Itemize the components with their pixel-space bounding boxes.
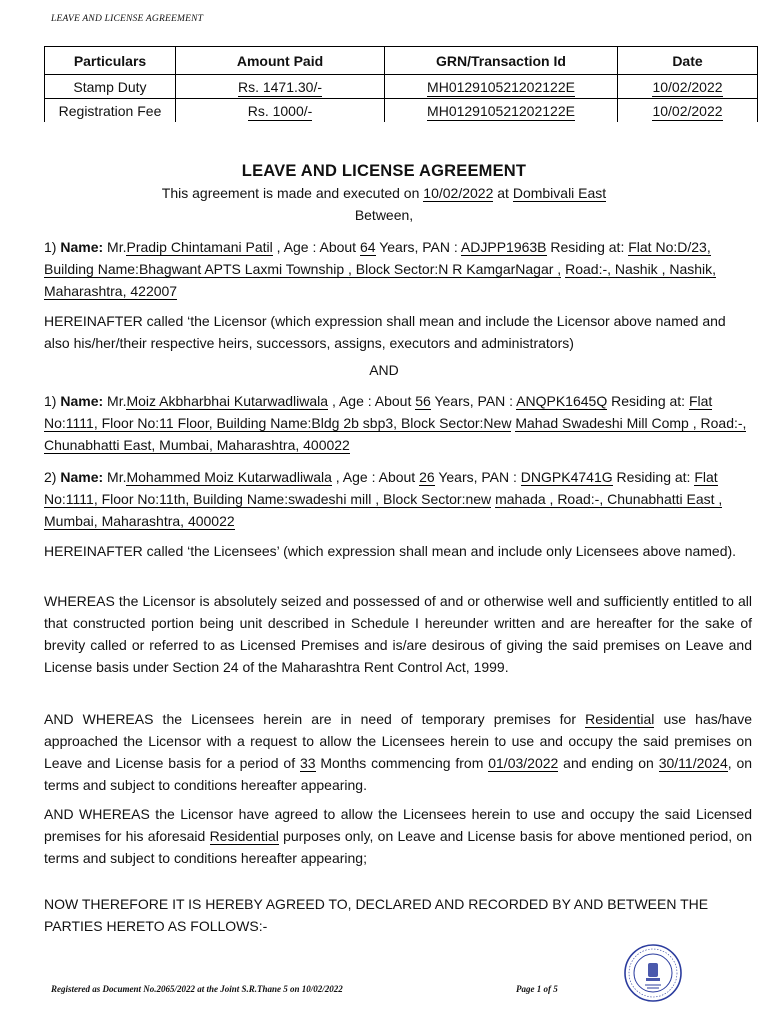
fees-table-header [45, 47, 758, 75]
registration-seal-icon [623, 943, 683, 1003]
license-end-date: 30/11/2024 [658, 755, 728, 771]
fees-table [44, 46, 758, 122]
and-separator: AND [369, 362, 399, 378]
page-number: Page 1 of 5 [516, 984, 558, 994]
licensee-name: Mohammed Moiz Kutarwadliwala [126, 469, 332, 485]
whereas-clause-3: AND WHEREAS the Licensor have agreed to allow the Licensees herein to use and occupy the said Licensed premises for his aforesaid Residential purposes only, on Leave and License basis for above mentioned period, on terms and subject to conditions hereafter appearing; [44, 806, 752, 866]
licensor-address: Flat No:D/23, Building Name:Bhagwant APTS Laxmi Township , Block Sector:N R KamgarNagar , [44, 239, 711, 277]
agreement-intro: This agreement is made and executed on 10/02/2022 at Dombivali East [161, 185, 607, 201]
table-cell: 10/02/2022 [618, 99, 758, 123]
registration-footer: Registered as Document No.2065/2022 at the Joint S.R.Thane 5 on 10/02/2022 [51, 984, 343, 994]
premises-use: Residential [585, 711, 655, 727]
premises-use: Residential [209, 828, 279, 844]
document-title: LEAVE AND LICENSE AGREEMENT [241, 162, 527, 180]
licensee-address: Flat No:1111, Floor No:11th [44, 469, 718, 507]
between-label: Between, [354, 207, 414, 223]
column-header: GRN/Transaction Id [385, 47, 618, 75]
agreement-place: Dombivali East [512, 185, 607, 201]
table-cell: Rs. 1000/- [176, 99, 385, 123]
table-row [45, 99, 758, 123]
licensor-clause: HEREINAFTER called ‘the Licensor (which expression shall mean and include the Licensor above named and also his/her/their respective heirs, successors, assigns, executors and administrators) [44, 313, 726, 351]
license-period-months: 33 [299, 755, 316, 771]
table-cell: Registration Fee [45, 99, 176, 123]
licensor-name: Pradip Chintamani Patil [126, 239, 273, 255]
column-header: Date [618, 47, 758, 75]
license-start-date: 01/03/2022 [488, 755, 559, 771]
table-cell: MH012910521202122E [385, 99, 618, 123]
licensee-pan: ANQPK1645Q [516, 393, 608, 409]
table-row [45, 75, 758, 99]
licensee-name: Moiz Akbharbhai Kutarwadliwala [126, 393, 329, 409]
column-header: Amount Paid [176, 47, 385, 75]
licensees-clause: HEREINAFTER called ‘the Licensees’ (which expression shall mean and include only Licensees above named). [44, 543, 737, 559]
licensee-address: Flat No:1111, Floor No:11 Floor [44, 393, 713, 431]
licensor-party: 1) Name: Mr.Pradip Chintamani Patil , Age : About 64 Years, PAN : ADJPP1963B Residing at: Flat No:D/23, Building Name:Bhagwant APTS Laxmi Township , Block Sector:N R KamgarNagar , Road:-, Nashik , Nashik, Maharashtra, 422007 [44, 239, 717, 299]
whereas-clause-1: WHEREAS the Licensor is absolutely seized and possessed of and or otherwise well and sufficiently entitled to all that constructed portion being unit described in Schedule I hereunder written and are hereafter for the sake of brevity called or referred to as Licensed Premises and is/are desirous of giving the said premises on Leave and License basis under Section 24 of the Maharashtra Rent Control Act, 1999. [44, 593, 752, 675]
table-cell: MH012910521202122E [385, 75, 618, 99]
running-header: LEAVE AND LICENSE AGREEMENT [51, 14, 204, 24]
licensee-party: 1) Name: Mr.Moiz Akbharbhai Kutarwadliwala , Age : About 56 Years, PAN : ANQPK1645Q Residing at: Flat No:1111, Floor No:11 Floor, Building Name:Bldg 2b sbp3, Block Sector:New Mahad Swadeshi Mill Comp , Road:-, Chunabhatti East, Mumbai, Maharashtra, 400022 [44, 393, 747, 453]
licensee-pan: DNGPK4741G [520, 469, 613, 485]
whereas-clause-2: AND WHEREAS the Licensees herein are in need of temporary premises for Residential use has/have approached the Licensor with a request to allow the Licensees herein to use and occupy the said premises on Leave and License basis for a period of 33 Months commencing from 01/03/2022 and ending on 30/11/2024, on terms and subject to conditions hereafter appearing. [44, 711, 753, 793]
licensee-party: 2) Name: Mr.Mohammed Moiz Kutarwadliwala , Age : About 26 Years, PAN : DNGPK4741G Residing at: Flat No:1111, Floor No:11th, Building Name:swadeshi mill , Block Sector:new mahada , Road:-, Chunabhatti East , Mumbai, Maharashtra, 400022 [44, 469, 723, 529]
column-header: Particulars [45, 47, 176, 75]
licensor-pan: ADJPP1963B [460, 239, 547, 255]
now-therefore-clause: NOW THEREFORE IT IS HEREBY AGREED TO, DECLARED AND RECORDED BY AND BETWEEN THE PARTIES HERETO AS FOLLOWS:- [44, 896, 709, 934]
table-cell: 10/02/2022 [618, 75, 758, 99]
agreement-date: 10/02/2022 [423, 185, 494, 201]
table-cell: Stamp Duty [45, 75, 176, 99]
table-cell: Rs. 1471.30/- [176, 75, 385, 99]
